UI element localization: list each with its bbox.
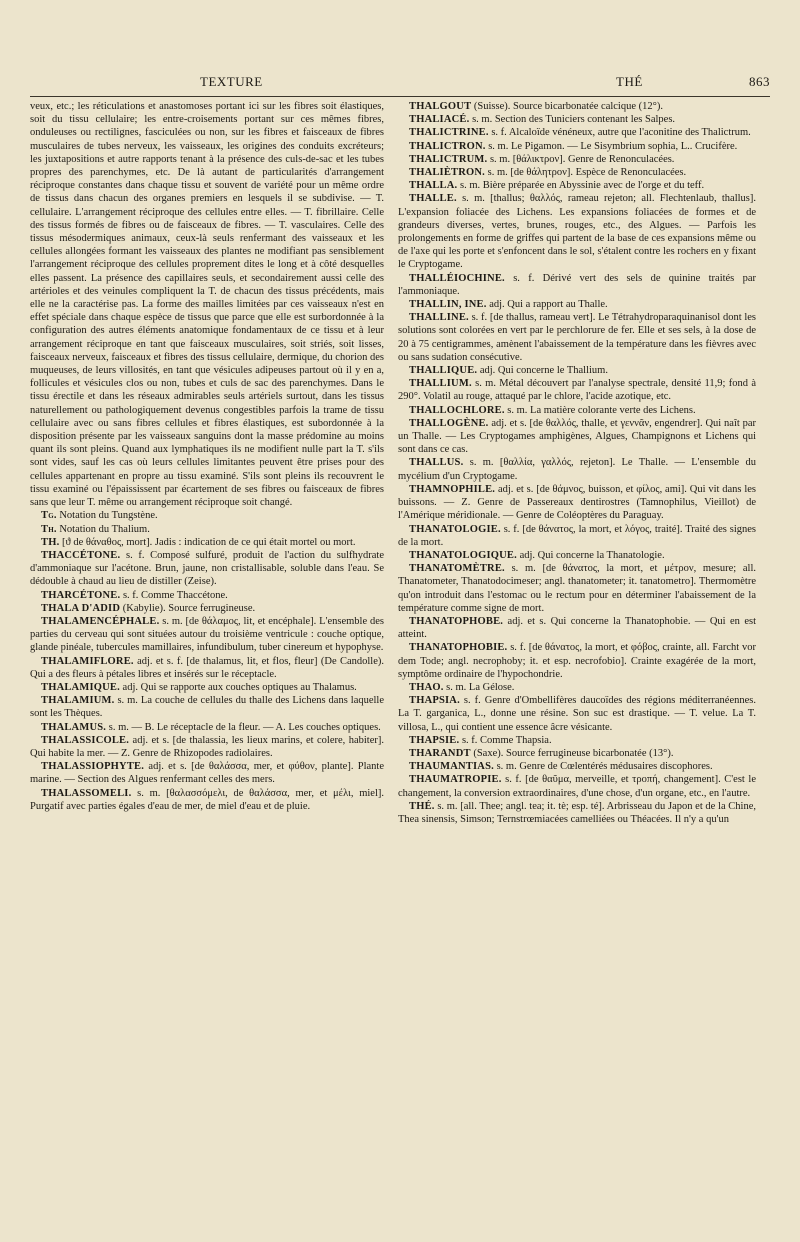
entry-text: s. f. [de θάνατος, la mort, et φόβος, crainte, all. Farcht vor dem Tode; angl. necrophoby; it. et esp. necrofobio]. Crainte exagérée de la mort, symptôme ordinaire de l'hypochondrie. [398,642,756,680]
entry-text: adj. Qui se rapporte aux couches optiques au Thalamus. [122,681,357,693]
entry-headword: THALIÈTRON. [409,167,486,179]
entry-headword: Th. [41,523,57,535]
entry-text: s. m. [all. Thee; angl. tea; it. tè; esp. té]. Arbrisseau du Japon et de la Chine, Thea sinensis, Simson; Ternstrœmiacées camelliées ou Théacées. Il n'y a qu'un [398,800,757,825]
entry-text: s. m. La Gélose. [446,681,515,693]
entry-text: s. m. La matière colorante verte des Lichens. [507,404,696,416]
entry-headword: THALLE. [409,193,457,205]
entry-headword: THALGOUT [409,101,472,112]
entry-headword: THALICTRON. [409,140,486,152]
dictionary-entry [30,589,384,602]
entry-headword: THAUMATROPIE. [409,774,502,786]
dictionary-entry [30,100,384,509]
entry-text: veux, etc.; les réticulations et anastomoses portant ici sur les fibres soit élastiques, soit du tissu cellulaire; les entre-croisements portant sur ces mêmes fibres, onduleuses ou rectilignes, fasciculées ou non, sur les fibres et faisceaux de fibres musculaires de tubes nerveux, les vaisseaux, les origines des conduits excréteurs; les juxtapositions et autre rapports tenant à la présence des culs-de-sac et les tubes propres des parenchymes, etc. De là autant de particularités d'arrangement réciproque constantes dans chaque tissu et souvent de variété pour un même ordre de tissus dans chacun des organes premiers en lesquels il se subdivise. — T. cellulaire. L'arrangement réciproque des cellules entre elles. — T. fibrillaire. Celle des tissus formés de fibres ou de faisceaux de fibres. — T. vasculaires. Celle des tissus mésodermiques animaux, ceux-là seuls renfermant des vaisseaux et les cellules allongées formant les vaisseaux des plantes ne modifiant pas sensiblement l'arrangement réciproque des cellules proprement dites le long et à côté desquelles elles passent. La présence des capillaires seuls, et secondairement aussi celle des artérioles et des veinules compliquent la T. de chacun des tissus précédents, mais elle ne la caractérise pas. La forme des mailles limitées par ces vaisseaux n'est en effet spéciale dans chaque espèce de tissus que parce que elle est surbordonnée à la configuration des autres éléments anatomique fondamentaux de ce tissu et à leur arrangement réciproque en tant que faisceaux musculaires, soit striés, soit lisses, faisceaux nerveux, faisceaux et fibres des tissus cellulaire, dermique, du chorion des muqueuses, de leurs villosités, en tant que vésicules adipeuses partout où il y en a, follicules et vésicules clos ou non, tubes et culs de sac des parenchymes. Dans le tissu érectile et dans les réseaux admirables seuls artériels surtout, dans les tissus naturellement ou pathologiquement devenus congestibles parfois la trame de tissu cellulaire avec ou sans fibres cellules et fibres élastiques, est subordonnée à la disposition présente par les vaisseaux sanguins dont la masse prédomine au moins quant ils sont pleins. Quand aux lymphatiques ils ne modifient nulle part la T. s'ils sont vides, sauf les cas où leurs cellules limitantes peuvent être prises pour des cellules appartenant en propre au tissu examiné. S'ils sont pleins ils recouvrent le tissu examiné ou l'épaississent par écartement de ses fibres ou faisceaux de fibres sans que leur T. même ou arrangement réciproque soit changé. [30,101,384,509]
entry-headword: THAMNOPHILE. [409,483,496,495]
entry-text: adj. et s. [de θαλλός, thalle, et γεννᾶν, engendrer]. Qui naît par un Thalle. — Les Cryptogames amphigènes, Algues, Champignons et Lichens qui sont dans ce cas. [398,417,757,456]
entry-text: s. m. Métal découvert par l'analyse spectrale, densité 11,9; fond à 290°. Volatil au rouge, attaqué par le chlore, l'acide azotique, etc. [398,378,757,403]
entry-text: s. m. [de θάλητρον]. Espèce de Renonculacées. [487,167,687,179]
entry-text: s. m. Le Pigamon. — Le Sisymbrium sophia, L.. Crucifère. [488,140,738,152]
dictionary-entry [30,536,384,549]
entry-text: adj. et s. [de θάμνος, buisson, et φίλος, ami]. Qui vit dans les buissons. — Z. Genre de Passereaux dentirostres (Tamnophilus, Vieillot) de l'Amérique méridionale. — Genre de Coléoptères du Paraguay. [398,483,756,522]
right-column [398,100,756,1232]
dictionary-entry [30,549,384,589]
entry-headword: THALLOCHLORE. [409,404,505,416]
entry-text: s. f. [de θαῦμα, merveille, et τροπή, changement]. C'est le changement, la conversion extraordinaires, d'une chose, d'un organe, etc., en l'autre. [398,774,756,799]
dictionary-entry [30,694,384,720]
dictionary-entry [398,760,756,773]
entry-text: (Kabylie). Source ferrugineuse. [122,602,256,614]
entry-text: adj. Qui concerne la Thanatologie. [519,549,665,561]
dictionary-entry [30,655,384,681]
entry-text: s. m. [θάλικτρον]. Genre de Renonculacées. [489,153,675,165]
entry-text: s. m. Section des Tuniciers contenant les Salpes. [472,114,676,126]
entry-text: s. f. Dérivé vert des sels de quinine traités par l'ammoniaque. [398,272,756,297]
entry-headword: THALICTRUM. [409,153,488,165]
left-column [30,100,384,1232]
dictionary-entry [398,615,756,641]
entry-headword: THALAMUS. [41,721,107,733]
dictionary-entry [398,126,756,139]
dictionary-entry [398,747,756,760]
dictionary-entry [398,311,756,364]
dictionary-entry [398,773,756,799]
entry-headword: THALLUS. [409,457,464,469]
entry-headword: THANATOLOGIE. [409,523,501,535]
dictionary-entry [398,179,756,192]
dictionary-entry [398,523,756,549]
entry-text: adj. Qui concerne le Thallium. [479,365,608,377]
entry-text: s. m. Genre de Cœlentérés médusaires discophores. [496,761,713,773]
entry-headword: THALLOGÈNE. [409,417,489,429]
entry-headword: THALLIUM. [409,378,472,390]
entry-headword: THANATOLOGIQUE. [409,549,517,561]
entry-text: adj. et s. Qui concerne la Thanatophobie. — Qui en est atteint. [398,615,757,641]
entry-headword: THALASSOMELI. [41,787,132,799]
dictionary-entry [398,404,756,417]
header-center-word: THÉ [616,74,643,89]
entry-text: [ϑ de θάναθος, mort]. Jadis : indication de ce qui était mortel ou mort. [62,536,356,548]
entry-headword: THALAMIUM. [41,695,115,707]
dictionary-entry [30,721,384,734]
entry-text: (Suisse). Source bicarbonatée calcique (12°). [473,101,663,112]
entry-headword: Tg. [41,510,57,522]
dictionary-entry [398,681,756,694]
entry-headword: THALAMENCÉPHALE. [41,615,160,627]
entry-headword: THANATOPHOBE. [409,615,504,627]
entry-headword: THAPSIA. [409,695,460,707]
entry-text: s. f. Alcaloïde vénéneux, autre que l'aconitine des Thalictrum. [491,127,751,139]
dictionary-entry [398,298,756,311]
dictionary-entry [398,192,756,271]
entry-text: s. f. Comme Thapsia. [461,734,552,746]
entry-text: s. m. La couche de cellules du thalle des Lichens dans laquelle sont les Thèques. [30,695,385,720]
entry-text: adj. Qui a rapport au Thalle. [489,299,608,311]
dictionary-entry [398,417,756,457]
entry-text: s. m. [de θάνατος, la mort, et μέτρον, mesure; all. Thanatometer, Thanatodocimeser; angl. thanatometer; it. tanatometro]. Thermomètre qu'on introduit dans l'estomac ou le rectum pour en déterminer l'abaissement de la température comme signe de mort. [398,563,756,614]
page-number: 863 [749,74,770,89]
dictionary-entry [30,602,384,615]
entry-text: s. m. Bière préparée en Abyssinie avec de l'orge et du teff. [460,180,705,192]
entry-text: Notation du Tungstène. [59,510,158,522]
dictionary-entry [398,734,756,747]
header-left-word: TEXTURE [200,74,263,89]
dictionary-entry [398,100,756,113]
entry-headword: THARCÉTONE. [41,589,121,601]
dictionary-entry [30,523,384,536]
dictionary-entry [398,641,756,681]
entry-headword: THALLINE. [409,312,469,324]
entry-headword: THAO. [409,681,444,693]
dictionary-entry [398,153,756,166]
entry-headword: THALLIQUE. [409,365,478,377]
dictionary-entry [398,113,756,126]
entry-text: Notation du Thalium. [59,523,150,535]
entry-headword: THANATOMÈTRE. [409,563,505,575]
running-header [30,74,770,97]
dictionary-entry [398,800,756,826]
entry-text: s. m. [θαλασσόμελι, de θαλάσσα, mer, et μέλι, miel]. Purgatif avec parties égales d'eau de mer, de miel d'eau et de pluie. [30,787,384,812]
entry-headword: THANATOPHOBIE. [409,642,508,654]
entry-headword: THALA D'ADID [41,602,121,614]
entry-text: s. f. [de θάνατος, la mort, et λόγος, traité]. Traité des signes de la mort. [398,523,756,548]
dictionary-entry [398,694,756,734]
entry-headword: THAPSIE. [409,734,460,746]
entry-text: s. m. [de θάλαμος, lit, et encéphale]. L'ensemble des parties du cerveau qui sont situées autour du troisième ventricule : couche optique, glande pinéale, tubercules mamillaires, infundibulum, tuber cinereum et hypophyse. [30,615,384,654]
entry-headword: THACCÉTONE. [41,549,121,561]
entry-headword: THALLIN, INE. [409,299,487,311]
entry-text: s. m. [thallus; θαλλός, rameau rejeton; all. Flechtenlaub, thallus]. L'expansion foliacée des Lichens. Les expansions foliacées de formes et de grandeurs diverses, vertes, brunes, rouges, etc., des Algues. — Parfois les prolongements en forme de griffes qui partent de la base de ces expansions même ou de l'axe qui les porte et s'enfoncent dans le sol, s'étalent contre les rochers en y fixant le Cryptogame. [398,193,756,271]
entry-text: s. m. — B. Le réceptacle de la fleur. — A. Les couches optiques. [108,721,381,733]
dictionary-entry [30,760,384,786]
dictionary-entry [30,509,384,522]
entry-text: (Saxe). Source ferrugineuse bicarbonatée (13°). [473,747,674,759]
entry-text: s. f. [de thallus, rameau vert]. Le Tétrahydroparaquinanisol dont les solutions sont colorées en vert par le perchlorure de fer. Elle et ses sels, à la dose de 20 à 75 centigrammes, amènent l'abaissement de la température dans les fièvres avec ou sans sudation consécutive. [398,312,756,363]
dictionary-entry [398,456,756,482]
entry-text: adj. et s. f. [de thalamus, lit, et flos, fleur] (De Candolle). Qui a des fleurs à pétales libres et insérés sur le réceptacle. [30,655,384,680]
entry-headword: THALAMIQUE. [41,681,120,693]
dictionary-entry [398,549,756,562]
dictionary-entry [30,734,384,760]
entry-headword: THALIACÉ. [409,114,470,126]
dictionary-entry [398,562,756,615]
entry-headword: THALAMIFLORE. [41,655,134,667]
dictionary-entry [398,377,756,403]
entry-text: s. m. [θαλλία, γαλλός, rejeton]. Le Thalle. — L'ensemble du mycélium d'un Cryptogame. [398,457,757,482]
dictionary-entry [30,787,384,813]
entry-text: s. f. Composé sulfuré, produit de l'action du sulfhydrate d'ammoniaque sur l'acétone. Brun, jaune, non cristallisable, soluble dans l'eau. Se dédouble à chaud au lieu de distiller (Zeise). [30,549,385,588]
dictionary-entry [398,483,756,523]
entry-text: adj. et s. [de θαλάσσα, mer, et φύθον, plante]. Plante marine. — Section des Algues renfermant celles des mers. [30,761,385,786]
entry-headword: TH. [41,536,60,548]
entry-text: s. f. Genre d'Ombellifères daucoïdes des régions méditerranéennes. La T. garganica, L., donne une résine. Son suc est drastique. — T. velue. La T. villosa, L., qui contient une essence âcre vésicante. [398,695,757,733]
entry-headword: THALLA. [409,180,458,192]
entry-headword: THARANDT [409,747,471,759]
entry-text: adj. et s. [de thalassia, les lieux marins, et colere, habiter]. Qui habite la mer. — Z. Genre de Rhizopodes radiolaires. [30,734,384,759]
entry-headword: THÉ. [409,800,435,812]
dictionary-entry [398,140,756,153]
entry-text: s. f. Comme Thaccétone. [122,589,228,601]
entry-headword: THAUMANTIAS. [409,761,494,773]
entry-headword: THALLÉIOCHINE. [409,272,505,284]
dictionary-entry [30,615,384,655]
entry-headword: THALASSICOLE. [41,734,130,746]
entry-headword: THALICTRINE. [409,127,489,139]
dictionary-entry [398,364,756,377]
dictionary-entry [398,272,756,298]
dictionary-entry [398,166,756,179]
dictionary-entry [30,681,384,694]
entry-headword: THALASSIOPHYTE. [41,761,145,773]
